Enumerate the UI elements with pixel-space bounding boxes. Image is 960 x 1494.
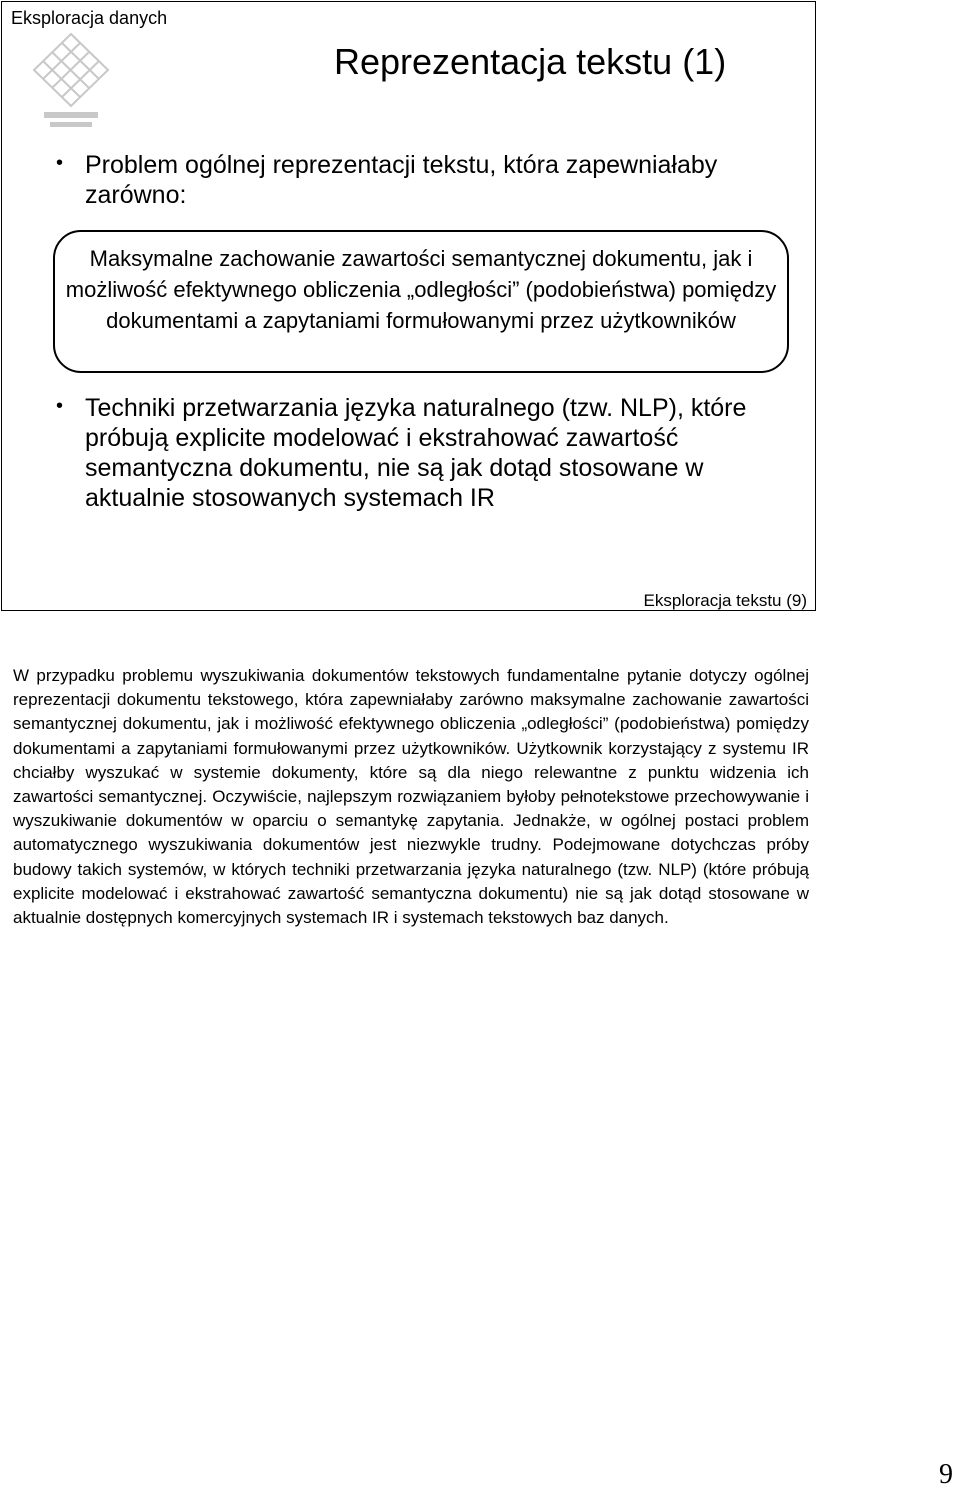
body-paragraph: W przypadku problemu wyszukiwania dokumentów tekstowych fundamentalne pytanie dotyczy ogólnej reprezentacji dokumentu tekstowego, która zapewniałaby zarówno maksymalne zachowanie zawartości semantycznej dokumentu, jak i możliwość efektywnego obliczenia „odległości” (podobieństwa) pomiędzy dokumentami a zapytaniami formułowanymi przez użytkowników. Użytkownik korzystający z systemu IR chciałby wyszukać w systemie dokumenty, które są dla niego relewantne z punktu widzenia ich zawartości semantycznej. Oczywiście, najlepszym rozwiązaniem byłoby pełnotekstowe przechowywanie i wyszukiwanie dokumentów w oparciu o semantykę zapytania. Jednakże, w ogólnej postaci problem automatycznego wyszukiwania dokumentów jest niezwykle trudny. Podejmowane dotychczas próby budowy takich systemów, w których techniki przetwarzania języka naturalnego (tzw. NLP) (które próbują explicite modelować i ekstrahować zawartość semantyczna dokumentu) nie są jak dotąd stosowane w aktualnie dostępnych komercyjnych systemach IR i systemach tekstowych baz danych. xyxy=(13,666,809,928)
slide-frame xyxy=(1,1,816,611)
university-logo xyxy=(32,32,110,132)
bullet-text: Problem ogólnej reprezentacji tekstu, która zapewniałaby zarówno: xyxy=(85,151,718,209)
bullet-dot: • xyxy=(56,395,64,417)
page-number: 9 xyxy=(939,1459,953,1490)
highlight-callout: Maksymalne zachowanie zawartości semantycznej dokumentu, jak i możliwość efektywnego obliczenia „odległości” (podobieństwa) pomiędzy dokumentami a zapytaniami formułowanymi przez użytkowników xyxy=(53,230,789,373)
slide-title: Reprezentacja tekstu (1) xyxy=(334,41,727,82)
running-header: Eksploracja danych xyxy=(11,8,168,28)
bullet-dot: • xyxy=(56,152,64,174)
slide-footer: Eksploracja tekstu (9) xyxy=(643,591,807,610)
bullet-text: Techniki przetwarzania języka naturalnego (tzw. NLP), które próbują explicite modelować i ekstrahować zawartość semantyczna dokumentu, nie są jak dotąd stosowane w aktualnie stosowanych systemach IR xyxy=(85,394,747,512)
